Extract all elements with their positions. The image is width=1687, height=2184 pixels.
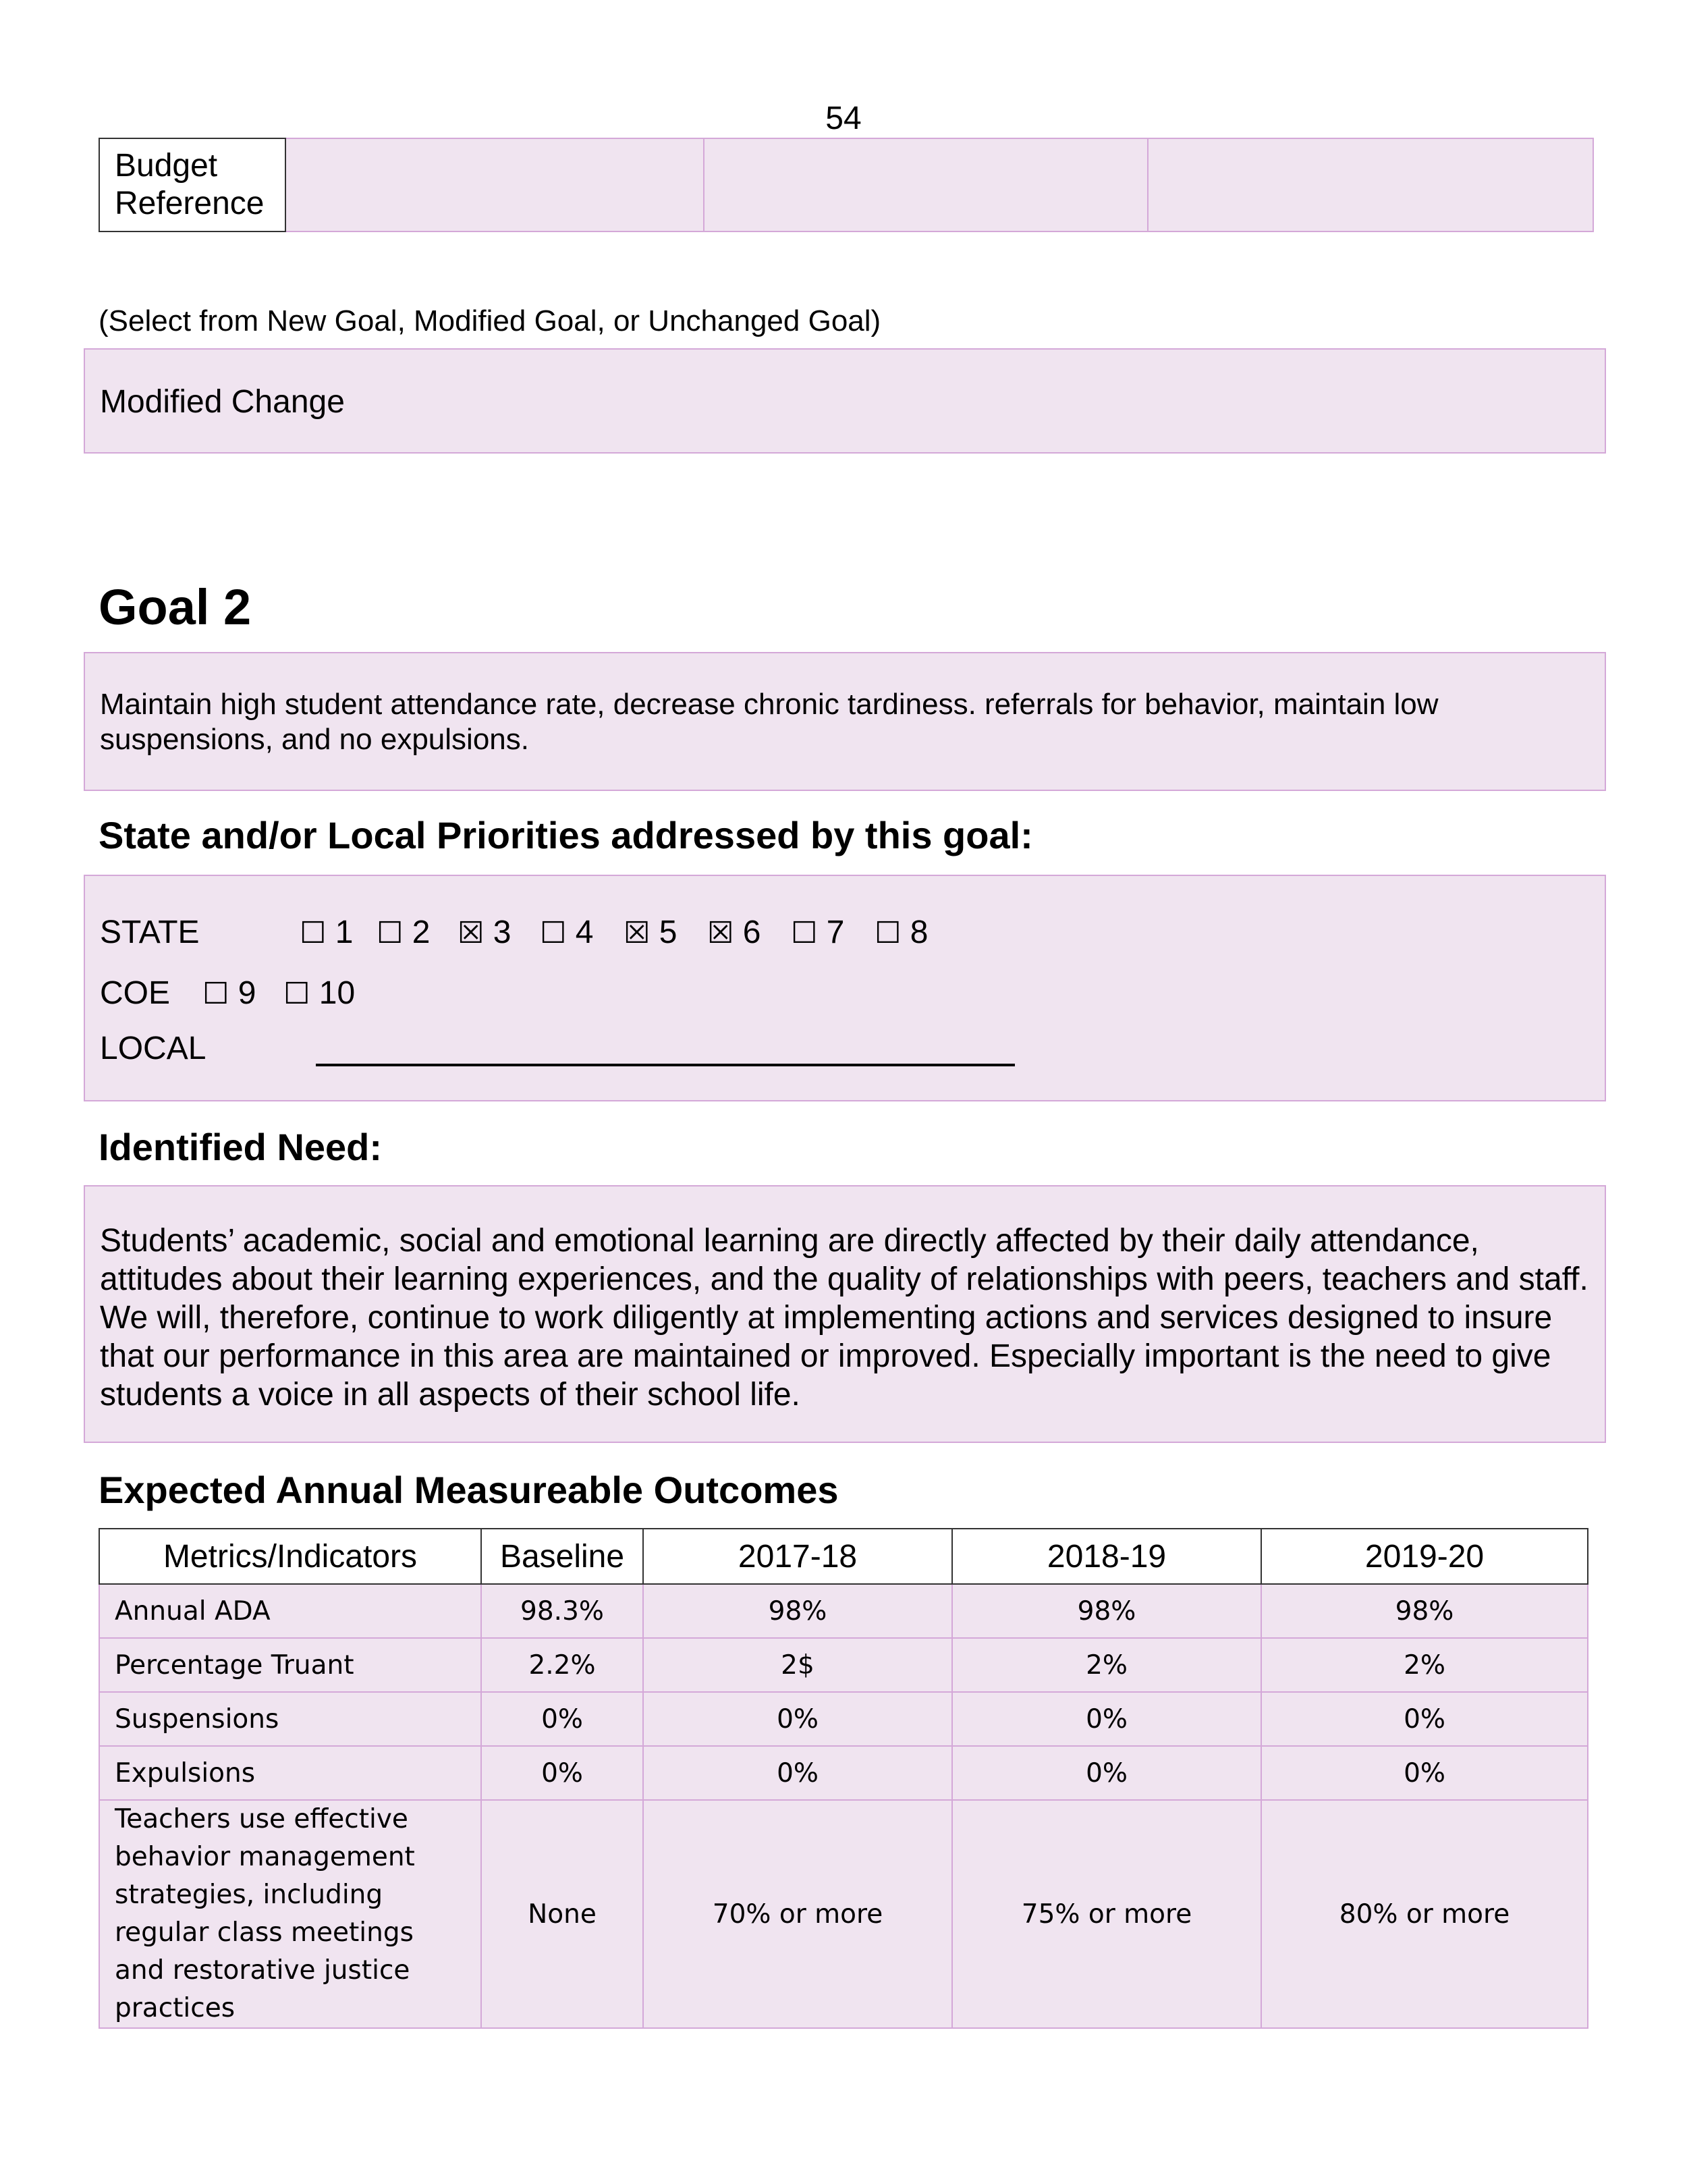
- year-cell[interactable]: 2$: [643, 1638, 952, 1692]
- local-label: LOCAL: [100, 1031, 206, 1066]
- goal-description-field[interactable]: Maintain high student attendance rate, decrease chronic tardiness. referrals for behavior, maintain low suspensions, and no expulsions.: [84, 652, 1606, 791]
- table-row: [99, 1638, 1588, 1692]
- checkbox-unchecked-icon: ☐: [377, 916, 404, 950]
- year-cell[interactable]: 0%: [643, 1692, 952, 1746]
- checkbox-unchecked-icon: ☐: [875, 916, 902, 950]
- year-cell[interactable]: 0%: [1261, 1692, 1588, 1746]
- goal-type-instruction: (Select from New Goal, Modified Goal, or Unchanged Goal): [99, 304, 881, 337]
- baseline-cell[interactable]: 0%: [481, 1692, 643, 1746]
- table-row: [99, 1800, 1588, 2028]
- year-cell[interactable]: 0%: [643, 1746, 952, 1800]
- checkbox-unchecked-icon: ☐: [202, 977, 229, 1011]
- state-checkbox[interactable]: ☐ 7: [791, 914, 845, 950]
- outcomes-table: [99, 1528, 1588, 2029]
- table-row: [99, 1692, 1588, 1746]
- state-checkbox[interactable]: ☒ 3: [458, 914, 511, 950]
- state-checkbox[interactable]: ☐ 4: [540, 914, 594, 950]
- budget-reference-cell[interactable]: [704, 138, 1148, 231]
- year-cell[interactable]: 98%: [952, 1584, 1261, 1638]
- table-row: [99, 1584, 1588, 1638]
- state-priorities-row: [100, 912, 977, 953]
- coe-checkbox[interactable]: ☐ 9: [202, 975, 256, 1011]
- checkbox-unchecked-icon: ☐: [540, 916, 567, 950]
- baseline-cell[interactable]: 2.2%: [481, 1638, 643, 1692]
- local-priorities-blank-line[interactable]: [316, 1064, 1015, 1066]
- checkbox-checked-icon: ☒: [707, 916, 734, 950]
- state-checkbox[interactable]: ☒ 5: [624, 914, 677, 950]
- budget-reference-label: Budget Reference: [99, 138, 285, 231]
- year-cell[interactable]: 80% or more: [1261, 1800, 1588, 2028]
- checkbox-unchecked-icon: ☐: [283, 977, 310, 1011]
- coe-priorities-row: [100, 973, 505, 1014]
- checkbox-checked-icon: ☒: [624, 916, 651, 950]
- goal-type-field[interactable]: Modified Change: [84, 348, 1606, 454]
- goal-title: Goal 2: [99, 579, 252, 635]
- metric-cell[interactable]: Expulsions: [99, 1746, 481, 1800]
- baseline-cell[interactable]: 0%: [481, 1746, 643, 1800]
- column-header: 2017-18: [643, 1529, 952, 1584]
- priorities-heading: State and/or Local Priorities addressed by this goal:: [99, 814, 1033, 856]
- year-cell[interactable]: 0%: [952, 1746, 1261, 1800]
- outcomes-heading: Expected Annual Measureable Outcomes: [99, 1469, 839, 1511]
- year-cell[interactable]: 70% or more: [643, 1800, 952, 2028]
- coe-label: COE: [100, 975, 171, 1011]
- year-cell[interactable]: 2%: [952, 1638, 1261, 1692]
- state-checkbox[interactable]: ☐ 1: [300, 914, 354, 950]
- budget-reference-cell[interactable]: [1148, 138, 1593, 231]
- checkbox-unchecked-icon: ☐: [300, 916, 327, 950]
- identified-need-heading: Identified Need:: [99, 1126, 383, 1168]
- page-number: 54: [825, 101, 862, 136]
- budget-reference-cell[interactable]: [285, 138, 704, 231]
- metric-cell[interactable]: Percentage Truant: [99, 1638, 481, 1692]
- year-cell[interactable]: 98%: [643, 1584, 952, 1638]
- state-checkbox[interactable]: ☐ 8: [875, 914, 929, 950]
- column-header: Baseline: [481, 1529, 643, 1584]
- budget-reference-table: [99, 138, 1594, 232]
- column-header: Metrics/Indicators: [99, 1529, 481, 1584]
- baseline-cell[interactable]: None: [481, 1800, 643, 2028]
- year-cell[interactable]: 2%: [1261, 1638, 1588, 1692]
- table-header-row: [99, 1529, 1588, 1584]
- checkbox-checked-icon: ☒: [458, 916, 485, 950]
- state-label: STATE: [100, 914, 200, 950]
- year-cell[interactable]: 75% or more: [952, 1800, 1261, 2028]
- year-cell[interactable]: 0%: [952, 1692, 1261, 1746]
- metric-cell[interactable]: Suspensions: [99, 1692, 481, 1746]
- state-checkbox[interactable]: ☒ 6: [707, 914, 761, 950]
- metric-cell[interactable]: Annual ADA: [99, 1584, 481, 1638]
- local-priorities-row: [100, 1029, 1045, 1069]
- priorities-box: [84, 875, 1606, 1101]
- coe-checkbox[interactable]: ☐ 10: [283, 975, 356, 1011]
- year-cell[interactable]: 0%: [1261, 1746, 1588, 1800]
- checkbox-unchecked-icon: ☐: [791, 916, 818, 950]
- year-cell[interactable]: 98%: [1261, 1584, 1588, 1638]
- identified-need-field[interactable]: Students’ academic, social and emotional learning are directly affected by their daily attendance, attitudes about their learning experiences, and the quality of relationships with peers, teachers and staff. We will, therefore, continue to work diligently at implementing actions and services designed to insure that our performance in this area are maintained or improved. Especially important is the need to give students a voice in all aspects of their school life.: [84, 1185, 1606, 1443]
- state-checkbox[interactable]: ☐ 2: [377, 914, 431, 950]
- table-row: [99, 1746, 1588, 1800]
- column-header: 2019-20: [1261, 1529, 1588, 1584]
- metric-cell[interactable]: Teachers use effective behavior management strategies, including regular class meetings and restorative justice practices: [99, 1800, 481, 2028]
- column-header: 2018-19: [952, 1529, 1261, 1584]
- baseline-cell[interactable]: 98.3%: [481, 1584, 643, 1638]
